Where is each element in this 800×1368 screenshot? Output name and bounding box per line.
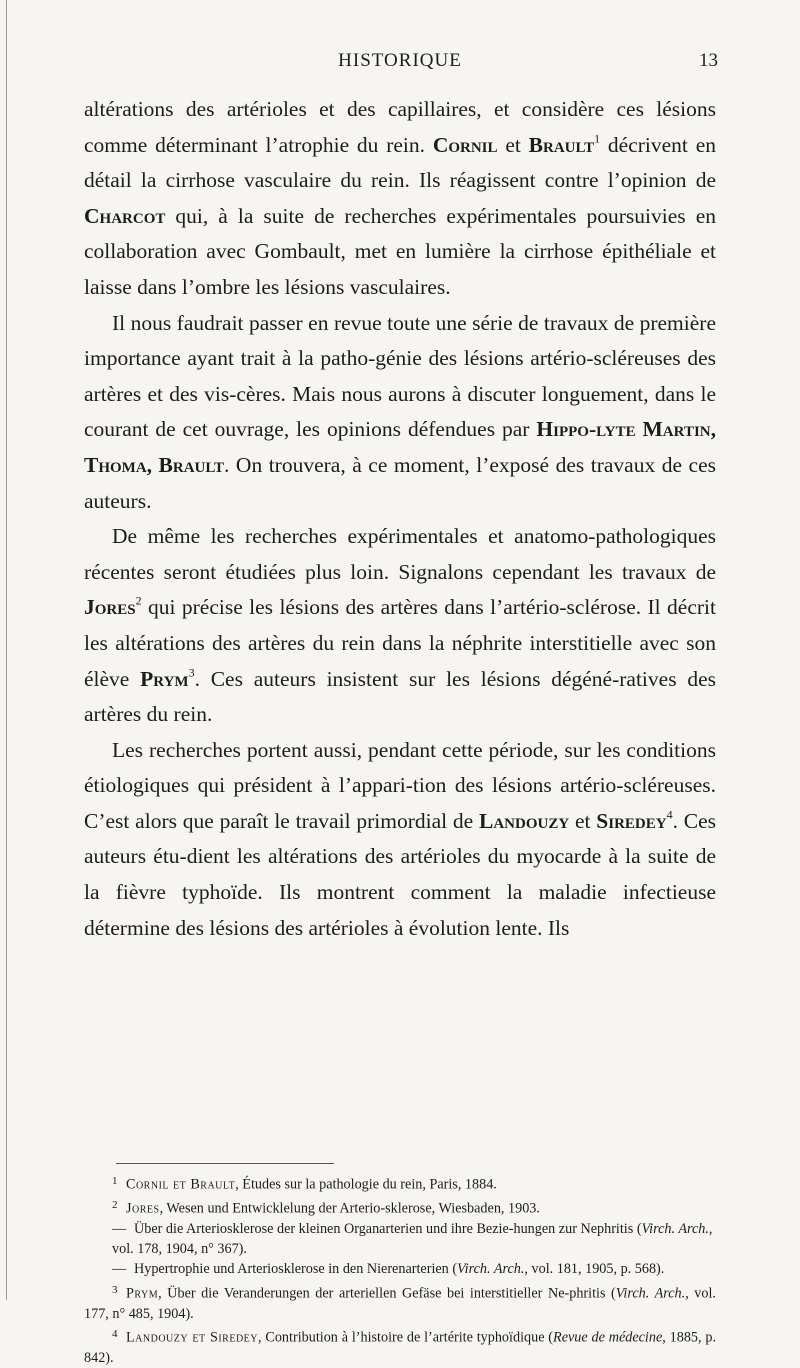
- footnote-ref: 4: [666, 807, 673, 822]
- author-name: Hippo-lyte Martin, Thoma, Brault: [84, 417, 716, 477]
- paragraph-2: Il nous faudrait passer en revue toute une série de travaux de première importance ayant trait à la patho-génie des lésions artério-scléreuses des artères et des vis-cères. Mais nous aurons à discuter longuement, dans le courant de cet ouvrage, les opinions défendues par Hippo-lyte Martin, Thoma, Brault. On trouvera, à ce moment, l’exposé des travaux de ces auteurs.: [84, 310, 716, 513]
- footnote-2-entry-3: — Hypertrophie und Arteriosklerose in den Nierenarterien (Virch. Arch., vol. 181, 1905, p. 568).: [112, 1261, 665, 1278]
- footnote-ref: 1: [594, 131, 601, 145]
- paragraph-4: Les recherches portent aussi, pendant cette période, sur les conditions étiologiques qui président à l’appari-tion des lésions artério-scléreuses. C’est alors que paraît le travail primordial de Landouzy et Siredey$^4$. Ces auteurs étu-dient les altérations des artérioles du myocarde à la suite de la fièvre typhoïde. Ils montrent comment la maladie infectieuse détermine des lésions des artérioles à évolution lente. Ils: [84, 737, 717, 940]
- footnote-ref: 3: [188, 664, 195, 679]
- paragraph-3: De même les recherches expérimentales et anatomo-pathologiques récentes seront étudiées plus loin. Signalons cependant les travaux de Jores$^2$ qui précise les lésions des artères dans l’artério-sclérose. Il décrit les altérations des artères du rein dans la néphrite interstitielle avec son élève Prym$^3$. Ces auteurs insistent sur les lésions dégéné-ratives des artères du rein.: [84, 524, 716, 727]
- author-name: Jores: [84, 595, 136, 620]
- author-name: Brault: [528, 132, 595, 157]
- footnotes: [84, 1171, 716, 1368]
- author-name: Landouzy: [478, 808, 570, 833]
- page-number: 13: [699, 50, 718, 71]
- author-name: Charcot: [84, 203, 166, 228]
- author-name: Siredey: [596, 808, 667, 833]
- footnote-3: 3 Prym, Über die Veranderungen der arteriellen Gefäse bei interstitieller Ne-phritis (Virch. Arch., vol. 177, n° 485, 1904).: [84, 1283, 716, 1322]
- footnote-4: 4 Landouzy et Siredey, Contribution à l’histoire de l’artérite typhoïdique (Revue de médecine, 1885, p. 842).: [84, 1328, 717, 1366]
- page-header: [0, 50, 800, 74]
- footnote-2: 2 Jores, Wesen und Entwicklelung der Arterio-sklerose, Wiesbaden, 1903.: [112, 1198, 540, 1217]
- footnote-1: 1 Cornil et Brault, Études sur la pathologie du rein, Paris, 1884.: [112, 1175, 497, 1193]
- author-name: Cornil: [432, 132, 498, 157]
- footnote-ref: 2: [135, 593, 142, 608]
- running-title: HISTORIQUE: [338, 50, 462, 71]
- page-edge-line: [6, 0, 7, 1300]
- author-name: Prym: [140, 666, 189, 691]
- footnote-separator: [116, 1163, 334, 1164]
- main-text: [84, 92, 716, 946]
- paragraph-1: altérations des artérioles et des capillaires, et considère ces lésions comme déterminant l’atrophie du rein. Cornil et Brault$^1$ décrivent en détail la cirrhose vasculaire du rein. Ils réagissent contre l’opinion de Charcot qui, à la suite de recherches expérimentales poursuivies en collaboration avec Gombault, met en lumière la cirrhose épithéliale et laisse dans l’ombre les lésions vasculaires.: [84, 97, 716, 299]
- footnote-2-entry-2: — Über die Arteriosklerose der kleinen Organarterien und ihre Bezie-hungen zur Nephritis (Virch. Arch., vol. 178, 1904, n° 367).: [112, 1220, 713, 1257]
